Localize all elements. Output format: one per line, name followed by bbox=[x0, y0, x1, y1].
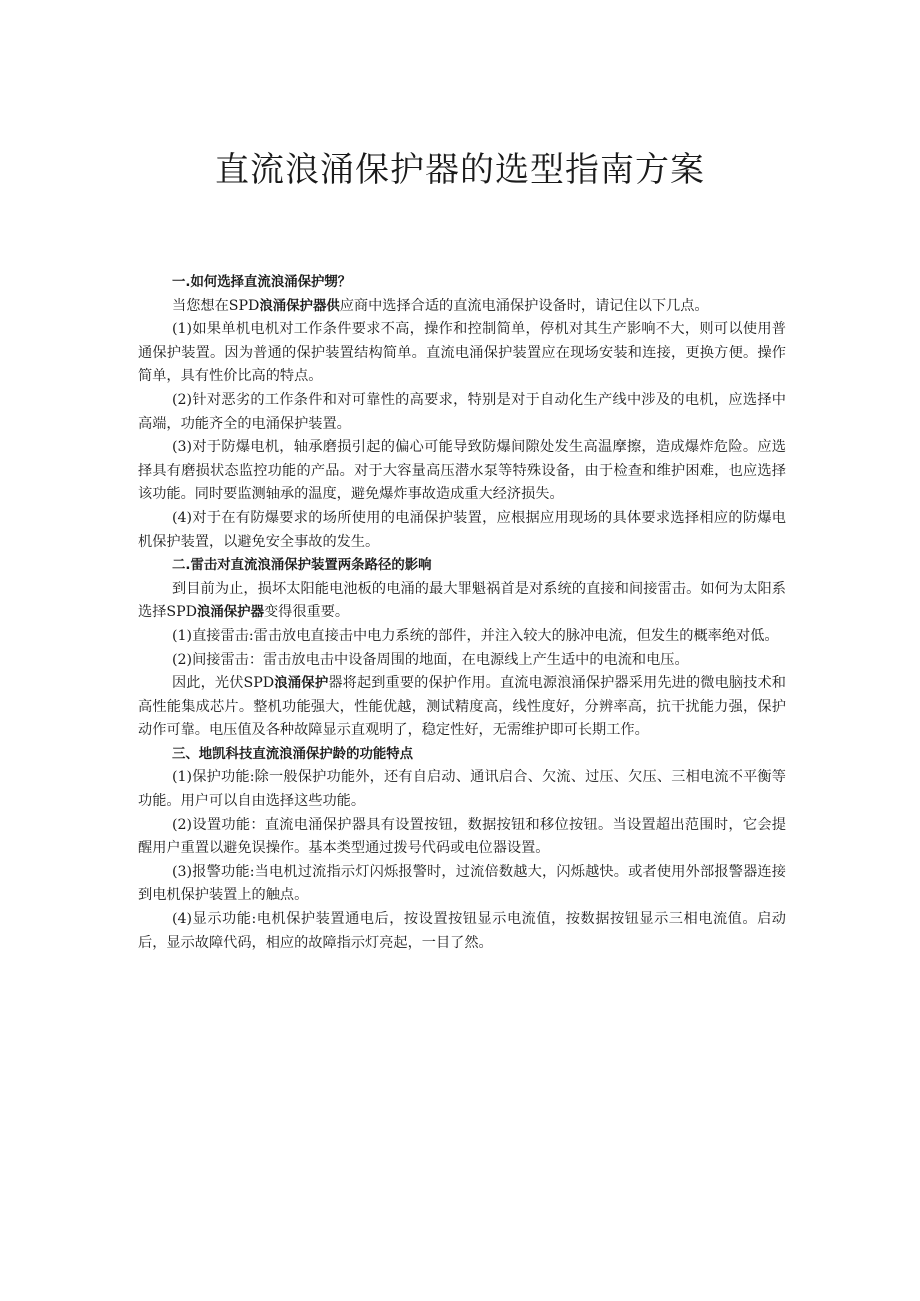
section-2-item-1: (1)直接雷击:雷击放电直接击中电力系统的部件，并注入较大的脉冲电流，但发生的概率绝对低。 bbox=[172, 627, 779, 644]
section-2-closing bbox=[138, 672, 786, 743]
document-body bbox=[138, 271, 786, 955]
section-2-intro bbox=[138, 578, 786, 625]
section-3-item-1: (1)保护功能:除一般保护功能外，还有自启动、通讯启合、欠流、过压、欠压、三相电流不平衡等功能。用户可以自由选择这些功能。 bbox=[138, 769, 786, 810]
section-1-intro-bold: 浪涌保护器供 bbox=[259, 298, 340, 314]
section-2-intro-text-a: 到目前为止，损坏太阳能电池板的电涌的最大罪魁祸首是对系统的直接和间接雷击。如何为太阳系选择SPD bbox=[138, 580, 786, 621]
section-2-closing-text-c: 器将起到重要的保护作用。直流电源浪涌保护器采用先进的微电脑技术和高性能集成芯片。整机功能强大，性能优越，测试精度高，线性度好，分辨率高，抗干扰能力强，保护动作可靠。电压值及各种故障显示直观明了，稳定性好，无需维护即可长期工作。 bbox=[138, 675, 786, 739]
section-2-item-2: (2)间接雷击：雷击放电击中设备周围的地面，在电源线上产生适中的电流和电压。 bbox=[172, 651, 689, 668]
section-1-intro-text-a: 当您想在SPD bbox=[172, 297, 260, 314]
section-2-heading: 二.雷击对直流浪涌保护装置两条路径的影响 bbox=[172, 558, 432, 574]
section-1-heading: 一.如何选择直流浪涌保护甥？ bbox=[172, 275, 352, 290]
section-3-item-2: (2)设置功能：直流电涌保护器具有设置按钮，数据按钮和移位按钮。当设置超出范围时，它会提醒用户重置以避免误操作。基本类型通过拨号代码或电位器设置。 bbox=[138, 816, 786, 857]
section-1-item-4: (4)对于在有防爆要求的场所使用的电涌保护装置，应根据应用现场的具体要求选择相应的防爆电机保护装置，以避免安全事故的发生。 bbox=[138, 509, 786, 550]
section-1-item-3: (3)对于防爆电机，轴承磨损引起的偏心可能导致防爆间隙处发生高温摩擦，造成爆炸危险。应选择具有磨损状态监控功能的产品。对于大容量高压潜水泵等特殊设备，由于检查和维护困难，也应选择该功能。同时要监测轴承的温度，避免爆炸事故造成重大经济损失。 bbox=[138, 439, 786, 503]
section-1-intro bbox=[138, 295, 786, 319]
section-1-item-2: (2)针对恶劣的工作条件和对可靠性的高要求，特别是对于自动化生产线中涉及的电机，应选择中高端，功能齐全的电涌保护装置。 bbox=[138, 391, 786, 432]
section-1-item-1: (1)如果单机电机对工作条件要求不高，操作和控制简单，停机对其生产影响不大，则可以使用普通保护装置。因为普通的保护装置结构简单。直流电涌保护装置应在现场安装和连接，更换方便。操作简单，具有性价比高的特点。 bbox=[138, 321, 786, 385]
section-2-intro-text-c: 变得很重要。 bbox=[263, 604, 350, 621]
section-2-intro-bold: 浪涌保护器 bbox=[197, 605, 264, 621]
section-2-closing-bold: 浪涌保护 bbox=[274, 676, 329, 692]
section-3-heading: 三、地凯科技直流浪涌保护龄的功能特点 bbox=[172, 746, 414, 762]
section-3-item-3: (3)报警功能:当电机过流指示灯闪烁报警时，过流倍数越大，闪烁越快。或者使用外部报警器连接到电机保护装置上的触点。 bbox=[138, 863, 786, 904]
section-2-closing-text-a: 因此，光伏SPD bbox=[172, 675, 275, 692]
section-1-intro-text-c: 应商中选择合适的直流电涌保护设备时，请记住以下几点。 bbox=[339, 297, 709, 314]
document-title: 直流浪涌保护器的选型指南方案 bbox=[215, 150, 705, 190]
section-3-item-4: (4)显示功能:电机保护装置通电后，按设置按钮显示电流值，按数据按钮显示三相电流值。启动后，显示故障代码，相应的故障指示灯亮起，一目了然。 bbox=[138, 911, 786, 951]
